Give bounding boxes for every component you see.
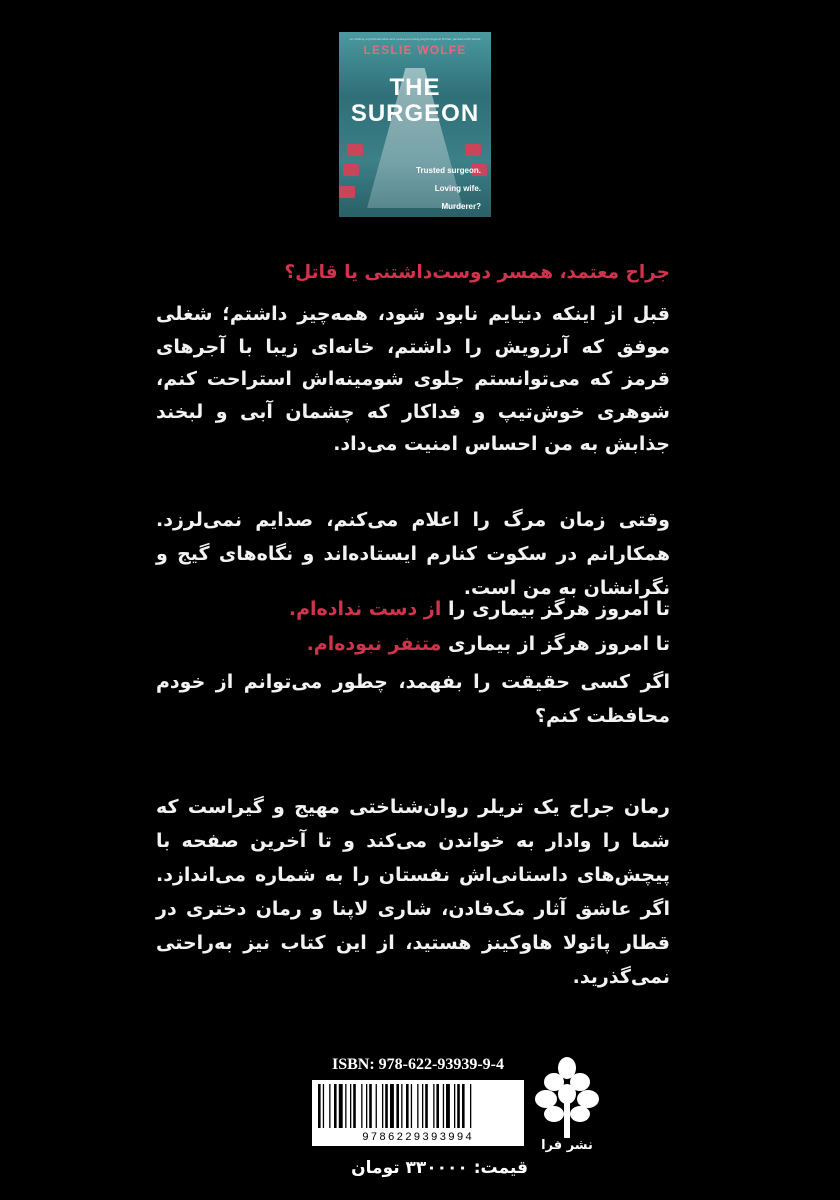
line4-highlight: متنفر نبوده‌ام.: [306, 633, 442, 655]
barcode-block: [310, 1056, 526, 1150]
cover-title-line1: THE: [389, 74, 441, 101]
cover-author: LESLIE WOLFE: [363, 43, 467, 57]
synopsis-paragraph-2: وقتی زمان مرگ را اعلام می‌کنم، صدایم نمی‌لرزد. همکارانم در سکوت کنارم ایستاده‌اند و نگاه‌های گیج و نگرانشان به من است.: [156, 509, 670, 599]
synopsis-paragraph-3: اگر کسی حقیقت را بفهمد، چطور می‌توانم از خودم محافظت کنم؟: [156, 671, 670, 727]
publisher-name: نشر فرا: [541, 1138, 593, 1153]
cover-title-line2: SURGEON: [350, 100, 480, 127]
description-paragraph: رمان جراح یک تریلر روان‌شناختی مهیج و گیراست که شما را وادار به خواندن می‌کند و تا آخرین صفحه با پیچش‌های داستانی‌اش نفستان را به شماره می‌اندازد. اگر عاشق آثار مک‌فادن، شاری لاپنا و رمان دختری در قطار پائولا هاوکینز هستید، از این کتاب نیز به‌راحتی نمی‌گذرید.: [156, 796, 670, 988]
line3-highlight: از دست نداده‌ام.: [288, 598, 442, 620]
price: قیمت: ۳۳۰۰۰۰ تومان: [351, 1158, 528, 1178]
cover-tagline: An utterly unputdownable and pulse-pounding psychological thriller packed with twists: [349, 37, 481, 41]
cover-blurb-3: Murderer?: [441, 202, 481, 211]
cover-chair: [465, 144, 481, 156]
barcode-number: 9786229393994: [362, 1132, 474, 1144]
synopsis-paragraph-1: قبل از اینکه دنیایم نابود شود، همه‌چیز داشتم؛ شغلی موفق که آرزویش را داشتم، خانه‌ای زیبا با آجرهای قرمز که می‌توانستم جلوی شومینه‌اش استراحت کنم، شوهری خوش‌تیپ و فداکار که چشمان آبی و لبخند جذابش به من احساس امنیت می‌داد.: [156, 303, 670, 455]
cover-blurb-1: Trusted surgeon.: [416, 166, 481, 175]
cover-blurb-2: Loving wife.: [434, 184, 481, 193]
barcode-bars-icon: [318, 1084, 518, 1128]
cover-chair: [347, 144, 363, 156]
barcode: [312, 1080, 524, 1146]
line3-prefix: تا امروز هرگز بیماری را: [448, 598, 670, 620]
book-cover-image: [339, 32, 491, 217]
isbn-text: ISBN: 978-622-93939-9-4: [332, 1056, 504, 1073]
headline: جراح معتمد، همسر دوست‌داشتنی یا قاتل؟: [284, 262, 670, 283]
cover-chair: [339, 186, 355, 198]
cover-chair: [343, 164, 359, 176]
synopsis-line-3: [156, 598, 670, 620]
line4-prefix: تا امروز هرگز از بیماری: [448, 633, 670, 655]
synopsis-line-4: [156, 633, 670, 655]
